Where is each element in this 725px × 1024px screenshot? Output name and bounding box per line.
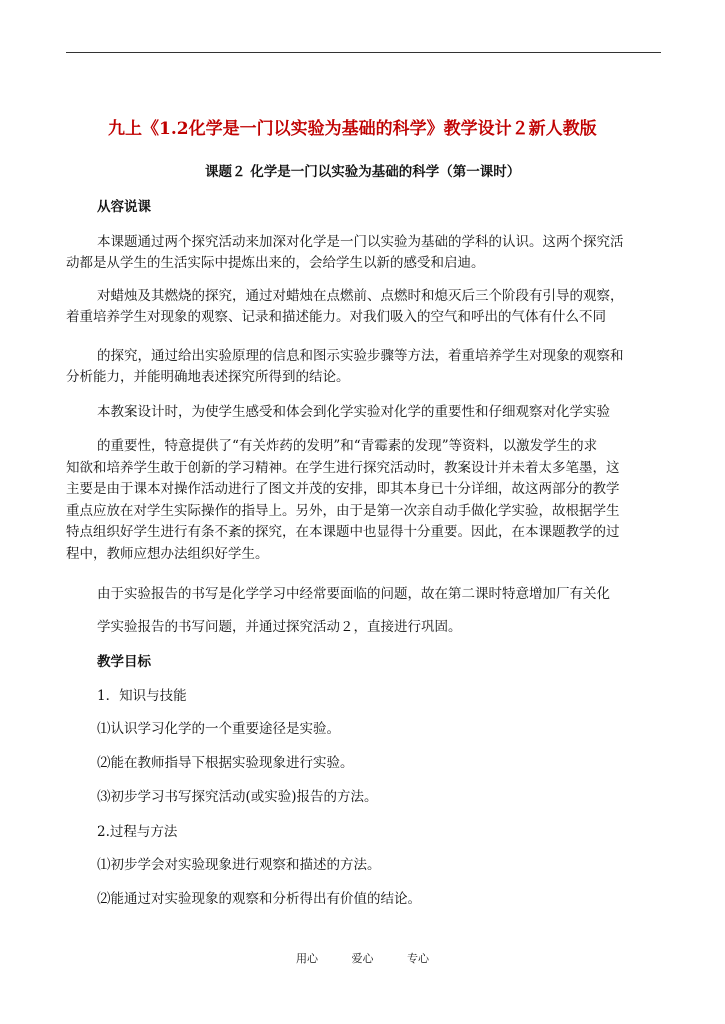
goal-item: ⑴初步学会对实验现象进行观察和描述的方法。 xyxy=(97,857,381,873)
paragraph-line: 着重培养学生对现象的观察、记录和描述能力。对我们吸入的空气和呼出的气体有什么不同 xyxy=(66,309,606,325)
section-heading-lecture: 从容说课 xyxy=(97,199,151,215)
paragraph-line: 分析能力，并能明确地表述探究所得到的结论。 xyxy=(66,369,350,385)
paragraph-line: 学实验报告的书写问题，并通过探究活动２，直接进行巩固。 xyxy=(97,619,462,635)
page-footer xyxy=(0,950,725,966)
goal-item: ⑵能通过对实验现象的观察和分析得出有价值的结论。 xyxy=(97,891,421,907)
paragraph-line: 本教案设计时，为使学生感受和体会到化学实验对化学的重要性和仔细观察对化学实验 xyxy=(97,404,610,420)
document-title: 九上《1.2化学是一门以实验为基础的科学》教学设计２新人教版 xyxy=(108,119,597,139)
footer-word: 用心 xyxy=(296,952,318,965)
paragraph-line: 本课题通过两个探究活动来加深对化学是一门以实验为基础的学科的认识。这两个探究活 xyxy=(97,234,624,250)
goal-item: ⑶初步学习书写探究活动(或实验)报告的方法。 xyxy=(97,789,378,805)
goal-item: ⑴认识学习化学的一个重要途径是实验。 xyxy=(97,721,340,737)
goal-item: 2.过程与方法 xyxy=(97,824,178,840)
footer-word: 爱心 xyxy=(351,952,374,965)
lesson-subtitle: 课题２ 化学是一门以实验为基础的科学（第一课时） xyxy=(205,164,521,180)
paragraph-line: 知欲和培养学生敢于创新的学习精神。在学生进行探究活动时，教案设计并未着太多笔墨，这 xyxy=(66,460,620,476)
paragraph-line: 程中，教师应想办法组织好学生。 xyxy=(66,546,269,562)
footer-word: 专心 xyxy=(407,952,429,965)
paragraph-line: 对蜡烛及其燃烧的探究，通过对蜡烛在点燃前、点燃时和熄灭后三个阶段有引导的观察， xyxy=(97,288,624,304)
paragraph-line: 的重要性，特意提供了“有关炸药的发明”和“青霉素的发现”等资料，以激发学生的求 xyxy=(97,438,598,454)
goal-item: ⑵能在教师指导下根据实验现象进行实验。 xyxy=(97,755,354,771)
paragraph-line: 由于实验报告的书写是化学学习中经常要面临的问题，故在第二课时特意增加厂有关化 xyxy=(97,586,610,602)
header-rule xyxy=(66,52,661,53)
paragraph-line: 动都是从学生的生活实际中提炼出来的，会给学生以新的感受和启迪。 xyxy=(66,255,485,271)
paragraph-line: 的探究，通过给出实验原理的信息和图示实验步骤等方法，着重培养学生对现象的观察和 xyxy=(97,348,624,364)
paragraph-line: 重点应放在对学生实际操作的指导上。另外，由于是第一次亲自动手做化学实验，故根据学生 xyxy=(66,503,620,519)
goal-item: 1．知识与技能 xyxy=(97,688,187,704)
paragraph-line: 特点组织好学生进行有条不紊的探究，在本课题中也显得十分重要。因此，在本课题教学的过 xyxy=(66,524,620,540)
paragraph-line: 主要是由于课本对操作活动进行了图文并茂的安排，即其本身已十分详细，故这两部分的教学 xyxy=(66,481,620,497)
section-heading-goals: 教学目标 xyxy=(97,654,151,670)
